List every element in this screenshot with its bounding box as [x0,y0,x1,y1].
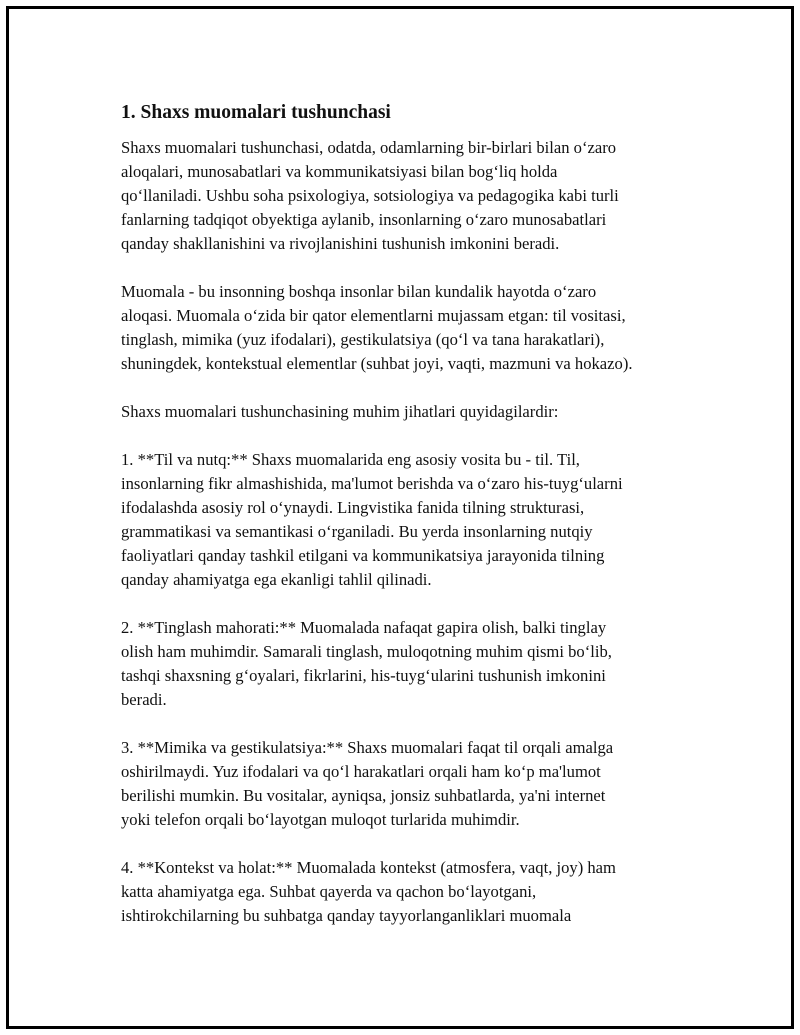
text-line: aloqasi. Muomala o‘zida bir qator elementlarni mujassam etgan: til vositasi, [121,306,626,325]
text-line: Shaxs muomalari tushunchasi, odatda, odamlarning bir-birlari bilan o‘zaro [121,138,617,157]
paragraph-item-4 [121,856,706,928]
document-body [121,101,706,952]
text-line: berilishi mumkin. Bu vositalar, ayniqsa, jonsiz suhbatlarda, ya'ni internet [121,786,606,805]
text-line: beradi. [121,690,167,709]
text-line: qanday shakllanishini va rivojlanishini tushunish imkonini beradi. [121,234,560,253]
text-line: ifodalashda asosiy rol o‘ynaydi. Lingvistika fanida tilning strukturasi, [121,498,585,517]
text-line: 2. **Tinglash mahorati:** Muomalada nafaqat gapira olish, balki tinglay [121,618,607,637]
text-line: yoki telefon orqali bo‘layotgan muloqot turlarida muhimdir. [121,810,520,829]
text-line: grammatikasi va semantikasi o‘rganiladi. Bu yerda insonlarning nutqiy [121,522,593,541]
text-line: Shaxs muomalari tushunchasining muhim jihatlari quyidagilardir: [121,402,559,421]
paragraph-definition [121,280,706,376]
text-line: ishtirokchilarning bu suhbatga qanday tayyorlanganliklari muomala [121,906,572,925]
text-line: faoliyatlari qanday tashkil etilgani va kommunikatsiya jarayonida tilning [121,546,605,565]
document-title: 1. Shaxs muomalari tushunchasi [121,102,391,123]
text-line: shuningdek, kontekstual elementlar (suhbat joyi, vaqti, mazmuni va hokazo). [121,354,633,373]
text-line: tashqi shaxsning g‘oyalari, fikrlarini, his-tuyg‘ularini tushunish imkonini [121,666,606,685]
text-line: 1. **Til va nutq:** Shaxs muomalarida eng asosiy vosita bu - til. Til, [121,450,580,469]
text-line: 3. **Mimika va gestikulatsiya:** Shaxs muomalari faqat til orqali amalga [121,738,614,757]
text-line: Muomala - bu insonning boshqa insonlar bilan kundalik hayotda o‘zaro [121,282,597,301]
text-line: insonlarning fikr almashishida, ma'lumot berishda va o‘zaro his-tuyg‘ularni [121,474,623,493]
paragraph-item-1 [121,448,706,592]
document-page [6,6,794,1029]
text-line: aloqalari, munosabatlari va kommunikatsiyasi bilan bog‘liq holda [121,162,558,181]
text-line: tinglash, mimika (yuz ifodalari), gestikulatsiya (qo‘l va tana harakatlari), [121,330,605,349]
text-line: qo‘llaniladi. Ushbu soha psixologiya, sotsiologiya va pedagogika kabi turli [121,186,619,205]
text-line: fanlarning tadqiqot obyektiga aylanib, insonlarning o‘zaro munosabatlari [121,210,607,229]
text-line: olish ham muhimdir. Samarali tinglash, muloqotning muhim qismi bo‘lib, [121,642,612,661]
text-line: oshirilmaydi. Yuz ifodalari va qo‘l harakatlari orqali ham ko‘p ma'lumot [121,762,601,781]
paragraph-item-2 [121,616,706,712]
paragraph-aspects-intro [121,400,706,424]
text-line: 4. **Kontekst va holat:** Muomalada kontekst (atmosfera, vaqt, joy) ham [121,858,616,877]
paragraph-item-3 [121,736,706,832]
paragraph-intro [121,136,706,256]
text-line: katta ahamiyatga ega. Suhbat qayerda va qachon bo‘layotgani, [121,882,537,901]
text-line: qanday ahamiyatga ega ekanligi tahlil qilinadi. [121,570,432,589]
